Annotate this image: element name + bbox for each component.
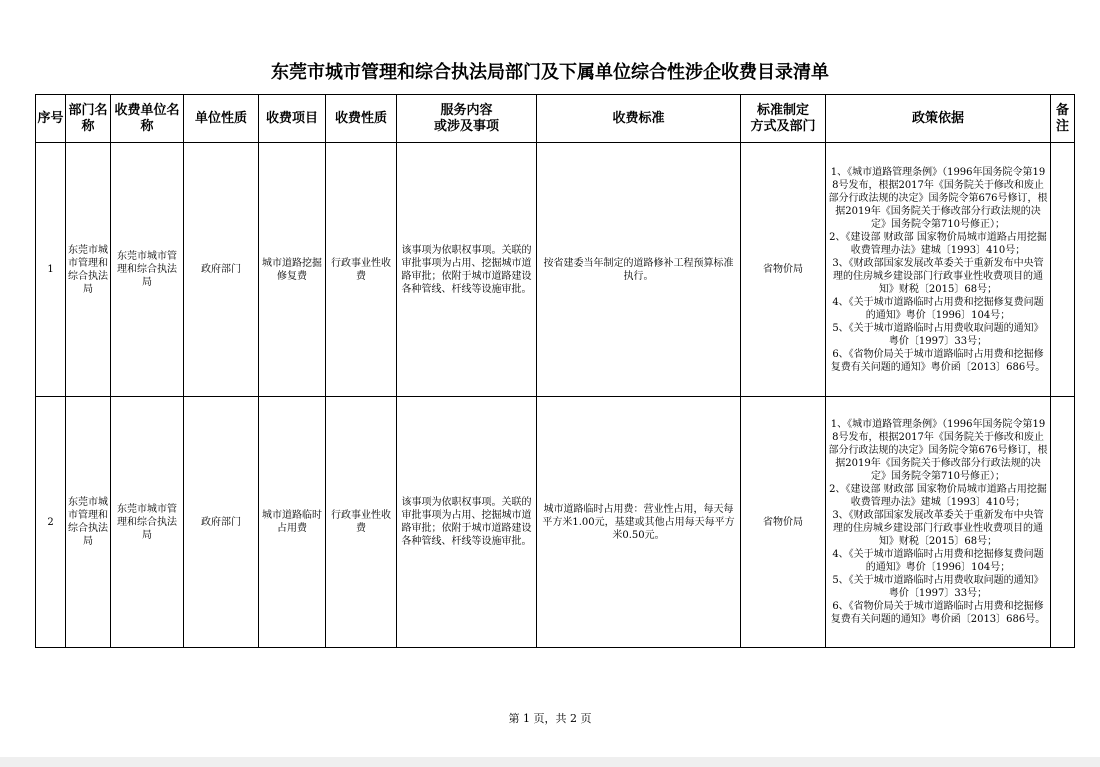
header-fee-nature: 收费性质 <box>326 95 397 143</box>
policy-item: 2、《建设部 财政部 国家物价局城市道路占用挖掘收费管理办法》建城〔1993〕410号； <box>829 231 1047 256</box>
header-policy: 政策依据 <box>826 95 1051 143</box>
cell-remark <box>1051 397 1075 648</box>
header-std-maker-line2: 方式及部门 <box>750 118 816 134</box>
cell-service: 该事项为依职权事项。关联的审批事项为占用、挖掘城市道路审批；依附于城市道路建设各种管线、杆线等设施审批。 <box>397 397 537 648</box>
policy-item: 1、《城市道路管理条例》（1996年国务院令第198号发布，根据2017年《国务院关于修改和废止部分行政法规的决定》国务院令第676号修订，根据2019年《国务院关于修改部分行政法规的决定》国务院令第710号修正）； <box>828 419 1048 482</box>
policy-item: 4、《关于城市道路临时占用费和挖掘修复费问题的通知》粤价〔1996〕104号； <box>832 296 1044 321</box>
policy-item: 2、《建设部 财政部 国家物价局城市道路占用挖掘收费管理办法》建城〔1993〕410号； <box>829 484 1047 508</box>
policy-item: 5、《关于城市道路临时占用费收取问题的通知》粤价〔1997〕33号； <box>832 322 1044 347</box>
cell-fee-nature: 行政事业性收费 <box>326 143 397 397</box>
table-header-row <box>36 95 1075 143</box>
fee-catalog-table <box>35 94 1075 648</box>
page-number: 第 1 页，共 2 页 <box>508 712 592 725</box>
cell-seq: 2 <box>36 397 66 648</box>
page-bottom-edge <box>0 757 1100 767</box>
cell-unit: 东莞市城市管理和综合执法局 <box>111 143 184 397</box>
cell-policy <box>826 397 1051 648</box>
table-row <box>36 143 1075 397</box>
header-std-maker <box>741 95 826 143</box>
cell-policy <box>826 143 1051 397</box>
cell-item: 城市道路临时占用费 <box>259 397 326 648</box>
cell-service: 该事项为依职权事项。关联的审批事项为占用、挖掘城市道路审批；依附于城市道路建设各种管线、杆线等设施审批。 <box>397 143 537 397</box>
cell-unit-nature: 政府部门 <box>184 397 259 648</box>
policy-item: 3、《财政部国家发展改革委关于重新发布中央管理的住房城乡建设部门行政事业性收费项目的通知》财税〔2015〕68号； <box>832 510 1044 547</box>
header-unit-nature: 单位性质 <box>184 95 259 143</box>
cell-standard: 按省建委当年制定的道路修补工程预算标准执行。 <box>537 143 741 397</box>
cell-standard: 城市道路临时占用费：营业性占用，每天每平方米1.00元，基建或其他占用每天每平方米0.50元。 <box>537 397 741 648</box>
header-unit: 收费单位名称 <box>111 95 184 143</box>
header-standard: 收费标准 <box>537 95 741 143</box>
policy-item: 4、《关于城市道路临时占用费和挖掘修复费问题的通知》粤价〔1996〕104号； <box>832 549 1044 573</box>
policy-list <box>828 418 1048 626</box>
header-service-line2: 或涉及事项 <box>433 118 499 134</box>
cell-remark <box>1051 143 1075 397</box>
cell-seq: 1 <box>36 143 66 397</box>
header-dept: 部门名称 <box>66 95 111 143</box>
policy-item: 5、《关于城市道路临时占用费收取问题的通知》粤价〔1997〕33号； <box>832 575 1044 599</box>
policy-list <box>828 166 1048 374</box>
header-remark: 备注 <box>1051 95 1075 143</box>
policy-item: 6、《省物价局关于城市道路临时占用费和挖掘修复费有关问题的通知》粤价函〔2013〕686号。 <box>830 348 1046 373</box>
header-service <box>397 95 537 143</box>
cell-fee-nature: 行政事业性收费 <box>326 397 397 648</box>
policy-item: 6、《省物价局关于城市道路临时占用费和挖掘修复费有关问题的通知》粤价函〔2013〕686号。 <box>830 601 1046 625</box>
cell-unit: 东莞市城市管理和综合执法局 <box>111 397 184 648</box>
header-std-maker-line1: 标准制定 <box>756 102 809 118</box>
header-seq: 序号 <box>36 95 66 143</box>
table-row <box>36 397 1075 648</box>
policy-item: 3、《财政部国家发展改革委关于重新发布中央管理的住房城乡建设部门行政事业性收费项目的通知》财税〔2015〕68号； <box>832 257 1044 295</box>
policy-item: 1、《城市道路管理条例》（1996年国务院令第198号发布，根据2017年《国务院关于修改和废止部分行政法规的决定》国务院令第676号修订，根据2019年《国务院关于修改部分行政法规的决定》国务院令第710号修正）； <box>828 166 1048 230</box>
page-title: 东莞市城市管理和综合执法局部门及下属单位综合性涉企收费目录清单 <box>271 62 829 83</box>
cell-unit-nature: 政府部门 <box>184 143 259 397</box>
cell-dept: 东莞市城市管理和综合执法局 <box>66 143 111 397</box>
header-service-line1: 服务内容 <box>440 102 493 118</box>
cell-std-maker: 省物价局 <box>741 397 826 648</box>
cell-std-maker: 省物价局 <box>741 143 826 397</box>
header-item: 收费项目 <box>259 95 326 143</box>
cell-dept: 东莞市城市管理和综合执法局 <box>66 397 111 648</box>
cell-item: 城市道路挖掘修复费 <box>259 143 326 397</box>
